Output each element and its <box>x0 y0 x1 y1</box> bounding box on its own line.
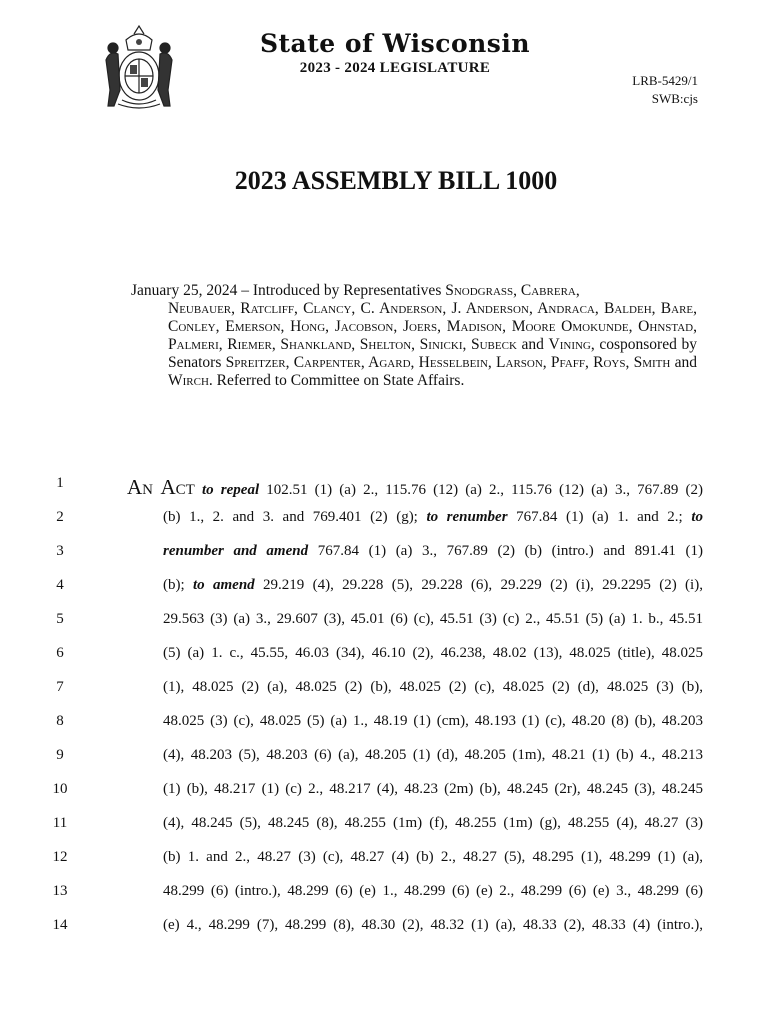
an-act-label: An Act <box>127 475 195 499</box>
line-text: (1) (b), 48.217 (1) (c) 2., 48.217 (4), 48.23 (2m) (b), 48.245 (2r), 48.245 (3), 48.245 <box>163 781 703 797</box>
bill-line <box>0 773 770 807</box>
cosponsored-text: , cosponsored by Senators <box>168 336 697 371</box>
bill-line <box>0 501 770 535</box>
line-number: 4 <box>56 577 64 593</box>
drafter-code: SWB:cjs <box>651 91 698 106</box>
line-text: (5) (a) 1. c., 45.55, 46.03 (34), 46.10 (2), 46.238, 48.02 (13), 48.025 (title), 48.025 <box>163 645 703 661</box>
line-text <box>163 543 703 560</box>
bill-title: 2023 ASSEMBLY BILL 1000 <box>234 166 558 195</box>
representatives-list: Neubauer, Ratcliff, Clancy, C. Anderson, J. Anderson, Andraca, Baldeh, Bare, Conley, Emerson, Hong, Jacobson, Joers, Madison, Moore Omokunde, Ohnstad, Palmeri, Riemer, Shankland, Shelton, Sinicki, Subeck <box>168 300 697 353</box>
legislature-label: 2023 - 2024 LEGISLATURE <box>299 60 491 76</box>
line-text: (4), 48.245 (5), 48.245 (8), 48.255 (1m) (f), 48.255 (1m) (g), 48.255 (4), 48.27 (3) <box>163 815 703 831</box>
renumber-amend-label: renumber and amend <box>163 543 309 559</box>
line-number: 5 <box>56 611 64 627</box>
line-number: 2 <box>56 509 64 525</box>
line-text <box>127 475 703 500</box>
line-text <box>163 509 703 526</box>
reference-block <box>632 72 698 108</box>
line-number: 1 <box>56 475 64 491</box>
line-number: 7 <box>56 679 64 695</box>
line-text: (e) 4., 48.299 (7), 48.299 (8), 48.30 (2), 48.32 (1) (a), 48.33 (2), 48.33 (4) (intro.), <box>163 917 703 933</box>
line-number: 10 <box>52 781 68 797</box>
bill-line <box>0 875 770 909</box>
lrb-number: LRB-5429/1 <box>632 73 698 88</box>
last-representative: Vining <box>548 336 591 353</box>
line-content: (b); <box>163 577 193 593</box>
line-content: 767.84 (1) (a) 3., 767.89 (2) (b) (intro.) and 891.41 (1) <box>308 543 703 559</box>
bill-line <box>0 535 770 569</box>
bill-line <box>0 637 770 671</box>
last-senator: Wirch <box>168 372 209 389</box>
line-text: (4), 48.203 (5), 48.203 (6) (a), 48.205 (1) (d), 48.205 (1m), 48.21 (1) (b) 4., 48.213 <box>163 747 703 763</box>
line-number: 3 <box>56 543 64 559</box>
line-content: 767.84 (1) (a) 1. and 2.; <box>507 509 692 525</box>
line-text: 29.563 (3) (a) 3., 29.607 (3), 45.01 (6) (c), 45.51 (3) (c) 2., 45.51 (5) (a) 1. b., 45.51 <box>163 611 703 627</box>
line-number: 14 <box>52 917 68 933</box>
senators-list: Spreitzer, Carpenter, Agard, Hesselbein, Larson, Pfaff, Roys, Smith <box>225 354 671 371</box>
line-text: 48.025 (3) (c), 48.025 (5) (a) 1., 48.19 (1) (cm), 48.193 (1) (c), 48.20 (8) (b), 48.203 <box>163 713 703 729</box>
line-text: (1), 48.025 (2) (a), 48.025 (2) (b), 48.025 (2) (c), 48.025 (2) (d), 48.025 (3) (b), <box>163 679 703 695</box>
line-number: 13 <box>52 883 68 899</box>
lead-representatives: Snodgrass, Cabrera, <box>445 282 580 299</box>
and-text-2: and <box>670 354 697 371</box>
line-number: 12 <box>52 849 68 865</box>
bill-line <box>0 909 770 943</box>
intro-date: January 25, 2024 – Introduced by Representatives <box>131 282 446 299</box>
amend-label: to amend <box>193 577 255 593</box>
introduction-paragraph <box>131 282 697 390</box>
bill-line <box>0 841 770 875</box>
renumber-label: to renumber <box>426 509 508 525</box>
bill-line <box>0 671 770 705</box>
line-content: 102.51 (1) (a) 2., 115.76 (12) (a) 2., 115.76 (12) (a) 3., 767.89 (2) <box>259 482 703 498</box>
bill-line <box>0 705 770 739</box>
bill-text <box>0 467 770 943</box>
bill-line <box>0 739 770 773</box>
bill-line <box>0 569 770 603</box>
state-seal-icon <box>96 20 182 112</box>
line-number: 11 <box>52 815 68 831</box>
bill-line <box>0 603 770 637</box>
line-content: 29.219 (4), 29.228 (5), 29.228 (6), 29.229 (2) (i), 29.2295 (2) (i), <box>254 577 703 593</box>
line-number: 9 <box>56 747 64 763</box>
state-title: State of Wisconsin <box>259 29 531 58</box>
referral-text: . Referred to Committee on State Affairs. <box>208 372 465 389</box>
line-number: 6 <box>56 645 64 661</box>
bill-line <box>0 467 770 501</box>
repeal-label: to repeal <box>201 482 260 498</box>
renumber-label-2: to <box>691 509 703 525</box>
bill-line <box>0 807 770 841</box>
line-content: (b) 1., 2. and 3. and 769.401 (2) (g); <box>163 509 427 525</box>
line-number: 8 <box>56 713 64 729</box>
line-text: 48.299 (6) (intro.), 48.299 (6) (e) 1., 48.299 (6) (e) 2., 48.299 (6) (e) 3., 48.299 (6) <box>163 883 703 899</box>
intro-continuation <box>131 300 697 390</box>
line-text <box>163 577 703 594</box>
line-text: (b) 1. and 2., 48.27 (3) (c), 48.27 (4) (b) 2., 48.27 (5), 48.295 (1), 48.299 (1) (a), <box>163 849 703 865</box>
and-text: and <box>516 336 549 353</box>
